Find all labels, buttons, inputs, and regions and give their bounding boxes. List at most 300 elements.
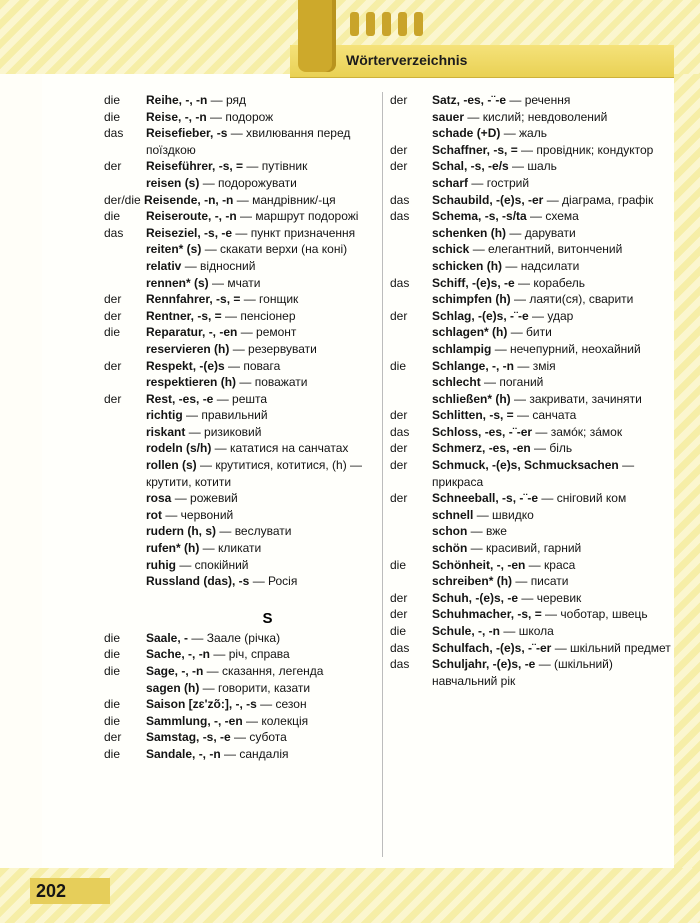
entry-word: Rentner, -s, =	[146, 308, 222, 323]
dictionary-entry	[390, 557, 675, 574]
entry-word: sauer	[432, 109, 465, 124]
entry-translation: нечепурний, неохайний	[510, 341, 641, 356]
dictionary-entry	[104, 490, 389, 507]
entry-dash: —	[508, 159, 528, 174]
entry-article: das	[390, 192, 410, 207]
entry-word: reservieren (h)	[146, 341, 230, 356]
entry-dash: —	[199, 175, 219, 190]
entry-translation: бити	[526, 325, 552, 340]
entry-word: Sage, -, -n	[146, 664, 204, 678]
entry-dash: —	[500, 624, 519, 638]
right-decorative-stripes	[674, 74, 700, 868]
entry-translation: надсилати	[520, 258, 580, 273]
entry-translation: відносний	[200, 258, 256, 273]
entry-word: schade (+D)	[432, 126, 501, 141]
entry-word: Reise, -, -n	[146, 109, 207, 124]
entry-translation: гонщик	[259, 292, 299, 307]
dictionary-entry	[390, 640, 675, 657]
entry-word: Reiseroute, -, -n	[146, 209, 237, 224]
dictionary-entry	[390, 523, 675, 540]
entry-dash: —	[196, 458, 216, 473]
dictionary-entry	[104, 208, 389, 225]
entry-translation: писати	[530, 574, 569, 589]
dictionary-entry	[104, 440, 389, 457]
entry-article: der	[104, 308, 122, 323]
entry-word: rodeln (s/h)	[146, 441, 212, 456]
entry-translation: червоний	[180, 507, 234, 522]
entry-article: der	[390, 458, 408, 473]
entry-translation: діаграма, графік	[562, 192, 654, 207]
dictionary-entry	[104, 275, 389, 292]
entry-article: die	[104, 109, 121, 124]
entry-dash: —	[464, 109, 483, 124]
entry-dash: —	[199, 680, 219, 695]
column-divider	[382, 92, 383, 857]
dictionary-entry	[390, 440, 675, 457]
entry-translation: кликати	[218, 541, 262, 556]
entry-dash: —	[526, 209, 546, 224]
entry-translation: правильний	[201, 408, 268, 423]
dictionary-entry	[104, 125, 389, 158]
entry-article: der	[390, 607, 408, 622]
entry-word: Schule, -, -n	[432, 624, 501, 638]
dictionary-entry	[104, 358, 389, 375]
entry-dash: —	[541, 607, 561, 622]
entry-word: Saale, -	[146, 630, 189, 645]
entry-translation: прикраса	[432, 474, 484, 489]
entry-dash: —	[224, 358, 244, 373]
dictionary-entry	[104, 324, 389, 341]
entry-translation: черевик	[536, 590, 582, 605]
entry-word: Russland (das), -s	[146, 574, 250, 589]
entry-dash: —	[206, 109, 226, 124]
entry-word: rollen (s)	[146, 458, 197, 473]
dictionary-entry	[390, 424, 675, 441]
entry-word: Schaffner, -s, =	[432, 142, 518, 157]
entry-word: Schiff, -(e)s, -e	[432, 275, 515, 290]
entry-word: Samstag, -s, -e	[146, 730, 231, 745]
entry-dash: —	[532, 424, 551, 439]
decorative-tick	[366, 12, 375, 36]
entry-translation: мандрівник/-ця	[252, 192, 336, 207]
entry-article: die	[390, 624, 407, 638]
entry-dash: —	[240, 292, 260, 307]
entry-dash: —	[230, 730, 250, 745]
entry-dash: —	[233, 192, 253, 207]
entry-translation: сніговий ком	[556, 491, 627, 506]
entry-dash: —	[618, 458, 635, 473]
entry-translation: дарувати	[524, 225, 576, 240]
entry-article: der	[390, 491, 408, 506]
dictionary-entry	[390, 457, 675, 490]
decorative-tick	[414, 12, 423, 36]
entry-translation: мчати	[227, 275, 261, 290]
dictionary-entry	[390, 391, 675, 408]
entry-translation: замóк; зáмок	[550, 424, 623, 439]
dictionary-entry	[104, 457, 389, 490]
entry-translation: рожевий	[190, 491, 238, 506]
entry-dash: —	[176, 557, 195, 572]
entry-word: schick	[432, 242, 470, 257]
entry-article: die	[104, 630, 121, 645]
entry-translation: швидко	[492, 507, 534, 522]
entry-article: das	[390, 640, 410, 655]
section-spacer	[104, 590, 389, 608]
entry-translation: поважати	[254, 375, 308, 390]
dictionary-entry	[104, 291, 389, 308]
entry-dash: —	[227, 126, 247, 141]
entry-translation: Росія	[268, 574, 298, 589]
entry-article: die	[390, 358, 407, 373]
dictionary-entry	[104, 391, 389, 408]
entry-article: der	[390, 93, 408, 107]
dictionary-entry	[390, 208, 675, 225]
entry-word: Sandale, -, -n	[146, 746, 221, 761]
entry-dash: —	[213, 391, 233, 406]
entry-dash: —	[188, 630, 207, 645]
dictionary-entry	[104, 175, 389, 192]
entry-word: Sache, -, -n	[146, 647, 211, 662]
entry-translation: говорити, казати	[218, 680, 311, 695]
entry-translation: речення	[524, 93, 571, 107]
entry-translation: субота	[249, 730, 287, 745]
entry-word: schnell	[432, 507, 474, 522]
entry-translation: чоботар, швець	[560, 607, 648, 622]
entry-translation: закривати, зачиняти	[529, 391, 642, 406]
entry-dash: —	[221, 308, 241, 323]
entry-word: sagen (h)	[146, 680, 200, 695]
entry-dash: —	[469, 242, 489, 257]
entry-word: Schloss, -es, -¨-er	[432, 424, 533, 439]
entry-word: Schönheit, -, -en	[432, 557, 526, 572]
entry-dash: —	[480, 375, 500, 390]
page-title: Wörterverzeichnis	[346, 52, 468, 68]
dictionary-entry	[104, 308, 389, 325]
dictionary-entry	[104, 557, 389, 574]
entry-translation: санчата	[532, 408, 577, 423]
left-column	[104, 92, 389, 763]
entry-article: der/die	[104, 192, 141, 207]
decorative-tick	[350, 12, 359, 36]
dictionary-entry	[104, 696, 389, 713]
entry-translation: крутитися, котитися, (h) — крутити, котити	[146, 458, 363, 489]
entry-dash: —	[232, 225, 251, 240]
dictionary-entry	[104, 192, 389, 209]
dictionary-entry	[104, 507, 389, 524]
entry-dash: —	[182, 408, 202, 423]
entry-dash: —	[181, 258, 201, 273]
dictionary-entry	[104, 746, 389, 763]
entry-translation: путівник	[261, 159, 308, 174]
entry-article: die	[390, 557, 407, 572]
dictionary-entry	[390, 291, 675, 308]
dictionary-entry	[104, 92, 389, 109]
entry-dash: —	[525, 557, 545, 572]
entry-word: schicken (h)	[432, 258, 503, 273]
dictionary-entry	[390, 656, 675, 689]
entry-word: Reiseziel, -s, -e	[146, 225, 233, 240]
entry-word: Schuljahr, -(e)s, -e	[432, 657, 536, 672]
entry-dash: —	[171, 491, 191, 506]
entry-translation: решта	[232, 391, 268, 406]
dictionary-entry	[104, 424, 389, 441]
dictionary-entry	[390, 573, 675, 590]
dictionary-entry	[390, 374, 675, 391]
entry-dash: —	[249, 574, 269, 589]
entry-article: der	[104, 159, 122, 174]
entry-article: der	[390, 142, 408, 157]
entry-translation: школа	[518, 624, 554, 638]
entry-translation: красивий, гарний	[486, 541, 582, 556]
entry-word: schön	[432, 541, 468, 556]
entry-translation: лаяти(ся), сварити	[529, 292, 634, 307]
dictionary-entry	[390, 192, 675, 209]
dictionary-entry	[390, 175, 675, 192]
entry-article: der	[104, 391, 122, 406]
dictionary-entry	[390, 308, 675, 325]
entry-word: rot	[146, 507, 162, 522]
right-column	[390, 92, 675, 689]
entry-word: rudern (h, s)	[146, 524, 217, 539]
entry-word: schlampig	[432, 341, 492, 356]
entry-dash: —	[208, 275, 228, 290]
dictionary-entry	[104, 258, 389, 275]
entry-word: Schuhmacher, -s, =	[432, 607, 542, 622]
dictionary-entry	[390, 407, 675, 424]
dictionary-entry	[390, 241, 675, 258]
entry-translation: елегантний, витончений	[488, 242, 623, 257]
entry-article: die	[104, 93, 121, 107]
entry-translation: шаль	[527, 159, 557, 174]
dictionary-entry	[390, 590, 675, 607]
entry-translation: хвилювання перед поїздкою	[146, 126, 351, 157]
dictionary-entry	[104, 374, 389, 391]
entry-translation: ризиковий	[204, 424, 262, 439]
entry-dash: —	[203, 664, 223, 678]
entry-translation: спокійний	[194, 557, 249, 572]
entry-translation: повага	[243, 358, 281, 373]
entry-article: der	[390, 159, 408, 174]
entry-word: Schneeball, -s, -¨-e	[432, 491, 539, 506]
entry-dash: —	[201, 242, 221, 257]
entry-dash: —	[513, 408, 533, 423]
entry-article: das	[104, 126, 124, 141]
dictionary-entry	[104, 109, 389, 126]
entry-translation: (шкільний) навчальний рік	[432, 657, 613, 688]
entry-dash: —	[468, 175, 487, 190]
entry-word: Respekt, -(e)s	[146, 358, 225, 373]
entry-word: schon	[432, 524, 468, 539]
entry-article: das	[390, 275, 410, 290]
dictionary-entry	[104, 523, 389, 540]
dictionary-entry	[390, 540, 675, 557]
entry-translation: подорож	[225, 109, 274, 124]
entry-word: schlecht	[432, 375, 481, 390]
entry-translation: вже	[486, 524, 507, 539]
entry-article: die	[104, 664, 121, 678]
entry-word: Schulfach, -(e)s, -¨-er	[432, 640, 552, 655]
entry-translation: гострий	[486, 175, 530, 190]
entry-translation: сказання, легенда	[222, 664, 324, 678]
entry-word: Reisende, -n, -n	[144, 192, 234, 207]
entry-word: scharf	[432, 175, 469, 190]
dictionary-entry	[104, 646, 389, 663]
dictionary-entry	[390, 358, 675, 375]
dictionary-entry	[104, 729, 389, 746]
entry-translation: ряд	[226, 93, 247, 107]
dictionary-entry	[104, 713, 389, 730]
entry-dash: —	[207, 93, 227, 107]
dictionary-entry	[104, 241, 389, 258]
entry-word: Rennfahrer, -s, =	[146, 292, 241, 307]
entry-dash: —	[256, 697, 276, 712]
entry-translation: жаль	[519, 126, 547, 141]
entry-dash: —	[237, 325, 257, 340]
entry-translation: пенсіонер	[240, 308, 296, 323]
entry-word: Schlitten, -s, =	[432, 408, 514, 423]
entry-word: Satz, -es, -¨-e	[432, 93, 507, 107]
entry-word: Rest, -es, -e	[146, 391, 214, 406]
entry-dash: —	[518, 590, 537, 605]
entry-dash: —	[162, 507, 181, 522]
entry-word: Schmuck, -(e)s, Schmucksachen	[432, 458, 619, 473]
entry-word: relativ	[146, 258, 182, 273]
entry-word: Schmerz, -es, -en	[432, 441, 531, 456]
entry-dash: —	[199, 541, 218, 556]
entry-article: das	[390, 657, 410, 672]
entry-word: schließen* (h)	[432, 391, 511, 406]
dictionary-entry	[104, 540, 389, 557]
dictionary-entry	[390, 275, 675, 292]
dictionary-entry	[104, 341, 389, 358]
entry-article: das	[390, 209, 410, 224]
entry-dash: —	[236, 209, 256, 224]
dictionary-entry	[104, 407, 389, 424]
entry-dash: —	[551, 640, 571, 655]
entry-article: die	[104, 325, 121, 340]
entry-article: der	[390, 441, 408, 456]
entry-word: Reihe, -, -n	[146, 93, 208, 107]
entry-translation: подорожувати	[218, 175, 297, 190]
decorative-tick	[398, 12, 407, 36]
entry-translation: схема	[545, 209, 579, 224]
entry-dash: —	[229, 341, 249, 356]
dictionary-entry	[390, 225, 675, 242]
entry-article: der	[390, 408, 408, 423]
entry-translation: веслувати	[234, 524, 292, 539]
entry-dash: —	[220, 746, 240, 761]
entry-word: respektieren (h)	[146, 375, 237, 390]
entry-dash: —	[491, 341, 511, 356]
entry-article: der	[104, 358, 122, 373]
entry-word: richtig	[146, 408, 183, 423]
entry-dash: —	[528, 308, 548, 323]
entry-word: Schal, -s, -e/s	[432, 159, 509, 174]
entry-translation: удар	[547, 308, 574, 323]
section-letter: S	[262, 609, 273, 627]
entry-word: rosa	[146, 491, 172, 506]
decorative-tick	[382, 12, 391, 36]
entry-word: Schlag, -(e)s, -¨-e	[432, 308, 529, 323]
entry-translation: краса	[544, 557, 576, 572]
entry-translation: Заале (річка)	[206, 630, 281, 645]
dictionary-entry	[390, 623, 675, 640]
entry-word: Reparatur, -, -en	[146, 325, 238, 340]
entry-dash: —	[506, 225, 525, 240]
entry-article: das	[104, 225, 124, 240]
entry-word: Schaubild, -(e)s, -er	[432, 192, 544, 207]
entry-word: Reisefieber, -s	[146, 126, 228, 141]
entry-dash: —	[211, 441, 231, 456]
dictionary-entry	[104, 158, 389, 175]
entry-dash: —	[506, 93, 525, 107]
entry-translation: змія	[532, 358, 556, 373]
entry-word: schenken (h)	[432, 225, 507, 240]
dictionary-entry	[104, 680, 389, 697]
entry-article: der	[104, 730, 122, 745]
dictionary-entry	[390, 142, 675, 159]
entry-dash: —	[500, 126, 520, 141]
dictionary-entry	[104, 663, 389, 680]
entry-dash: —	[514, 358, 533, 373]
dictionary-entry	[390, 606, 675, 623]
entry-article: der	[390, 308, 408, 323]
entry-article: die	[104, 713, 121, 728]
dictionary-entry	[104, 630, 389, 647]
entry-dash: —	[467, 524, 487, 539]
entry-word: rufen* (h)	[146, 541, 200, 556]
entry-translation: колекція	[261, 713, 309, 728]
entry-word: reiten* (s)	[146, 242, 202, 257]
entry-dash: —	[502, 258, 521, 273]
entry-translation: резервувати	[248, 341, 317, 356]
entry-word: schreiben* (h)	[432, 574, 513, 589]
dictionary-entry	[390, 507, 675, 524]
entry-dash: —	[530, 441, 550, 456]
dictionary-entry	[104, 573, 389, 590]
entry-translation: провідник; кондуктор	[536, 142, 654, 157]
entry-dash: —	[510, 292, 530, 307]
entry-word: Reiseführer, -s, =	[146, 159, 244, 174]
entry-word: reisen (s)	[146, 175, 200, 190]
dictionary-entry	[390, 258, 675, 275]
entry-dash: —	[185, 424, 205, 439]
page-number: 202	[36, 881, 67, 901]
entry-article: die	[104, 746, 121, 761]
dictionary-entry	[104, 225, 389, 242]
entry-word: Schuh, -(e)s, -e	[432, 590, 519, 605]
dictionary-entry	[390, 158, 675, 175]
dictionary-entry	[390, 125, 675, 142]
entry-translation: корабель	[533, 275, 586, 290]
entry-dash: —	[514, 275, 534, 290]
entry-dash: —	[512, 574, 531, 589]
entry-word: ruhig	[146, 557, 176, 572]
entry-word: Saison [zɛ'zõ:], -, -s	[146, 697, 257, 712]
entry-dash: —	[242, 713, 262, 728]
entry-translation: кататися на санчатах	[230, 441, 349, 456]
entry-translation: поганий	[499, 375, 544, 390]
entry-word: schimpfen (h)	[432, 292, 511, 307]
entry-dash: —	[210, 647, 229, 662]
entry-translation: кислий; невдоволений	[482, 109, 608, 124]
dictionary-entry	[390, 324, 675, 341]
entry-article: der	[390, 590, 408, 605]
entry-translation: біль	[549, 441, 573, 456]
entry-word: rennen* (s)	[146, 275, 209, 290]
entry-dash: —	[243, 159, 262, 174]
entry-article: die	[104, 209, 121, 224]
